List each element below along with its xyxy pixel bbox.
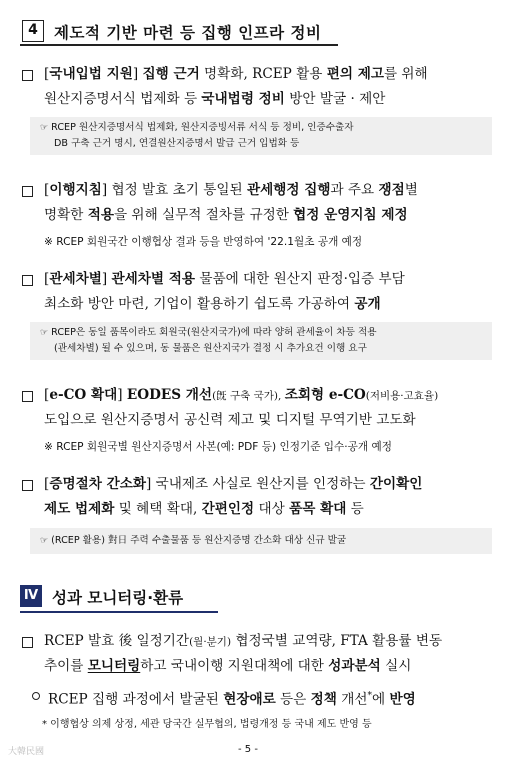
checkbox-square-icon [22, 391, 33, 402]
checkbox-square-icon [22, 186, 33, 197]
note-box: ☞ (RCEP 활용) 對日 주력 수출물품 등 원산지증명 간소화 대상 신규 발굴 [30, 528, 492, 554]
section5-bullet: RCEP 집행 과정에서 발굴된 현장애로 등은 정책 개선*에 반영 [48, 691, 416, 708]
item-3-line-2: 최소화 방안 마련, 기업이 활용하기 쉽도록 가공하여 공개 [44, 296, 381, 312]
note-box: ☞ RCEP 원산지증명서식 법제화, 원산지증빙서류 서식 등 정비, 인증수출자 DB 구축 근거 명시, 연결원산지증명서 발급 근거 입법화 등 [30, 117, 492, 155]
item-3-line-1: [관세차별] 관세차별 적용 물품에 대한 원산지 판정·입증 부담 [44, 271, 405, 287]
pointing-hand-icon: ☞ [40, 123, 49, 133]
item-4-line-1: [e-CO 확대] EODES 개선(旣 구축 국가), 조회형 e-CO(저비용·고효율) [44, 387, 439, 403]
page-number: - 5 - [238, 744, 258, 755]
footnote: * 이행협상 의제 상정, 세관 당국간 실무협의, 법령개정 등 국내 제도 반영 등 [42, 719, 372, 730]
item-tag: 국내입법 지원 [49, 66, 133, 82]
item-5-line-1: [증명절차 간소화] 국내제조 사실로 원산지를 인정하는 간이확인 [44, 476, 423, 492]
section-number-box: 4 [22, 20, 44, 42]
section5-line-1: RCEP 발효 後 일정기간(월·분기) 협정국별 교역량, FTA 활용률 변동 [44, 633, 443, 649]
section-title: 성과 모니터링·환류 [52, 589, 184, 607]
pointing-hand-icon: ☞ [40, 536, 49, 546]
section-title: 제도적 기반 마련 등 집행 인프라 정비 [54, 24, 322, 42]
section5-line-2: 추이를 모니터링하고 국내이행 지원대책에 대한 성과분석 실시 [44, 658, 412, 674]
checkbox-square-icon [22, 70, 33, 81]
item-4-line-2: 도입으로 원산지증명서 공신력 제고 및 디지털 무역기반 고도화 [44, 412, 416, 428]
checkbox-square-icon [22, 480, 33, 491]
reference-note: ※ RCEP 회원국별 원산지증명서 사본(예: PDF 등) 인정기준 입수·공개 예정 [44, 441, 392, 453]
checkbox-square-icon [22, 275, 33, 286]
section-number-box: Ⅳ [20, 585, 42, 607]
section-divider [20, 611, 218, 613]
reference-note: ※ RCEP 회원국간 이행협상 결과 등을 반영하여 '22.1월초 공개 예정 [44, 236, 363, 248]
item-2-line-2: 명확한 적용을 위해 실무적 절차를 규정한 협정 운영지침 제정 [44, 207, 408, 223]
bullet-circle-icon [32, 692, 40, 700]
checkbox-square-icon [22, 637, 33, 648]
item-1-line-2: 원산지증명서식 법제화 등 국내법령 정비 방안 발굴 · 제안 [44, 91, 386, 107]
item-1-line-1: [국내입법 지원] 집행 근거 명확화, RCEP 활용 편의 제고를 위해 [44, 66, 428, 82]
section-divider [20, 44, 338, 46]
pointing-hand-icon: ☞ [40, 328, 49, 338]
watermark: 大韓民國 [8, 747, 45, 757]
item-5-line-2: 제도 법제화 및 혜택 확대, 간편인정 대상 품목 확대 등 [44, 501, 364, 517]
item-2-line-1: [이행지침] 협정 발효 초기 통일된 관세행정 집행과 주요 쟁점별 [44, 182, 418, 198]
note-box: ☞ RCEP은 동일 품목이라도 회원국(원산지국가)에 따라 양허 관세율이 차등 적용 (관세차별) 될 수 있으며, 동 물품은 원산지국가 결정 시 추가요건 이행 요구 [30, 322, 492, 360]
